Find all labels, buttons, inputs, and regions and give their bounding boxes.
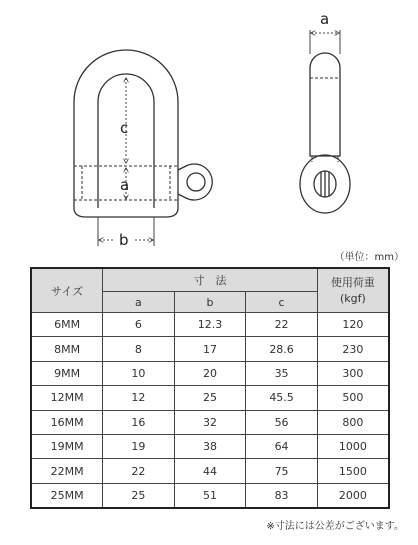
cell-b: 20 (174, 361, 246, 385)
dim-b-label: b (119, 231, 129, 249)
spec-table (30, 267, 390, 509)
size-header: サイズ (31, 268, 103, 313)
dim-c-label: c (120, 119, 129, 137)
cell-size: 9MM (31, 361, 103, 385)
col-b-header: b (174, 292, 246, 313)
cell-b: 17 (174, 337, 246, 361)
cell-size: 19MM (31, 434, 103, 458)
cell-load: 2000 (317, 483, 389, 508)
cell-c: 35 (246, 361, 318, 385)
cell-c: 64 (246, 434, 318, 458)
cell-a: 19 (103, 434, 175, 458)
table-row (31, 361, 389, 385)
load-header (317, 268, 389, 313)
table-row (31, 434, 389, 458)
cell-size: 25MM (31, 483, 103, 508)
cell-b: 51 (174, 483, 246, 508)
cell-c: 83 (246, 483, 318, 508)
load-header-unit: (kgf) (340, 291, 366, 305)
dim-a-mid-label: a (120, 176, 130, 194)
cell-b: 38 (174, 434, 246, 458)
cell-a: 25 (103, 483, 175, 508)
unit-note: （単位：mm） (334, 252, 404, 263)
shackle-front-view (74, 50, 212, 217)
cell-c: 45.5 (246, 386, 318, 410)
table-row (31, 386, 389, 410)
cell-a: 22 (103, 459, 175, 483)
cell-c: 56 (246, 410, 318, 434)
cell-size: 16MM (31, 410, 103, 434)
table-row (31, 459, 389, 483)
cell-c: 28.6 (246, 337, 318, 361)
cell-b: 12.3 (174, 313, 246, 337)
cell-b: 32 (174, 410, 246, 434)
cell-c: 22 (246, 313, 318, 337)
cell-b: 44 (174, 459, 246, 483)
cell-a: 8 (103, 337, 175, 361)
cell-size: 22MM (31, 459, 103, 483)
cell-load: 800 (317, 410, 389, 434)
dim-a-top-label: a (320, 10, 330, 28)
cell-c: 75 (246, 459, 318, 483)
cell-a: 12 (103, 386, 175, 410)
cell-load: 120 (317, 313, 389, 337)
col-c-header: c (246, 292, 318, 313)
cell-size: 8MM (31, 337, 103, 361)
tolerance-footnote: ※寸法には公差がございます。 (266, 521, 404, 532)
cell-a: 6 (103, 313, 175, 337)
table-row (31, 313, 389, 337)
dimension-header: 寸 法 (103, 268, 318, 292)
cell-a: 16 (103, 410, 175, 434)
cell-b: 25 (174, 386, 246, 410)
shackle-side-view (300, 53, 350, 213)
cell-load: 500 (317, 386, 389, 410)
cell-load: 230 (317, 337, 389, 361)
cell-load: 1000 (317, 434, 389, 458)
cell-load: 1500 (317, 459, 389, 483)
table-row (31, 337, 389, 361)
cell-size: 12MM (31, 386, 103, 410)
table-row (31, 483, 389, 508)
cell-a: 10 (103, 361, 175, 385)
cell-size: 6MM (31, 313, 103, 337)
cell-load: 300 (317, 361, 389, 385)
shackle-diagram (0, 0, 418, 250)
load-header-label: 使用荷重 (330, 275, 375, 289)
table-row (31, 410, 389, 434)
col-a-header: a (103, 292, 175, 313)
